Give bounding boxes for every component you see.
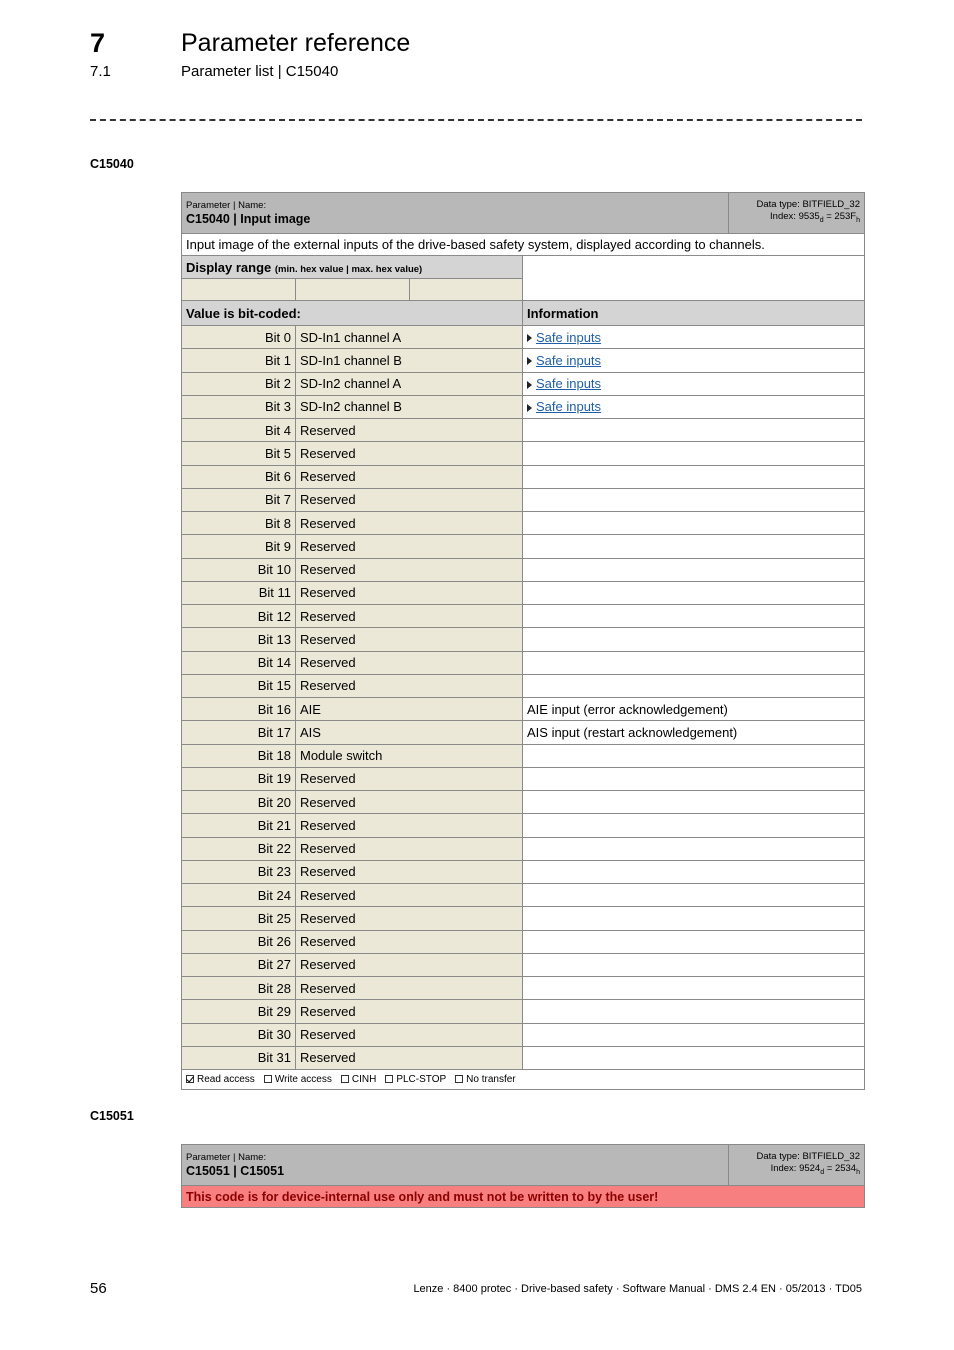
access-flag — [341, 1074, 376, 1085]
bit-info — [523, 512, 865, 535]
bit-name: Reserved — [296, 837, 523, 860]
description: Input image of the external inputs of the drive-based safety system, displayed according to channels. — [182, 234, 865, 256]
safe-inputs-link[interactable]: Safe inputs — [536, 376, 602, 392]
bit-number: Bit 28 — [182, 977, 296, 1000]
table-row — [182, 512, 865, 535]
table-row — [182, 814, 865, 837]
arrow-right-icon — [527, 357, 532, 365]
bit-number: Bit 2 — [182, 372, 296, 395]
checkbox-unchecked-icon — [385, 1075, 393, 1083]
display-range-sep — [296, 279, 410, 301]
table-row — [182, 767, 865, 790]
table-row — [182, 884, 865, 907]
bit-number: Bit 15 — [182, 674, 296, 697]
bit-number: Bit 19 — [182, 767, 296, 790]
bit-name: Reserved — [296, 930, 523, 953]
access-flag-label: Write access — [274, 1074, 332, 1085]
bit-name: Reserved — [296, 977, 523, 1000]
bitcoded-header: Value is bit-coded: — [182, 301, 523, 326]
parameter-name-cell — [182, 193, 729, 234]
parameter-label: Parameter | Name: — [186, 199, 267, 211]
parameter-label: Parameter | Name: — [186, 1151, 267, 1163]
bit-number: Bit 13 — [182, 628, 296, 651]
display-range-max — [410, 279, 523, 301]
footer-text: Lenze · 8400 protec · Drive-based safety · Software Manual · DMS 2.4 EN · 05/2013 · TD05 — [413, 1283, 862, 1295]
bit-number: Bit 21 — [182, 814, 296, 837]
access-flags — [182, 1070, 865, 1090]
bit-number: Bit 31 — [182, 1046, 296, 1069]
bit-info — [523, 372, 865, 395]
data-type-cell — [729, 1145, 865, 1186]
bit-name: Reserved — [296, 512, 523, 535]
display-range-blank — [523, 256, 865, 301]
table-row — [182, 698, 865, 721]
display-range-min — [182, 279, 296, 301]
section-number: 7.1 — [90, 63, 111, 80]
bit-info — [523, 326, 865, 349]
bit-number: Bit 25 — [182, 907, 296, 930]
table-row — [182, 419, 865, 442]
bit-info — [523, 744, 865, 767]
bit-info — [523, 674, 865, 697]
table-row — [182, 326, 865, 349]
checkbox-unchecked-icon — [455, 1075, 463, 1083]
bit-name: Reserved — [296, 1046, 523, 1069]
bit-info — [523, 837, 865, 860]
bit-info — [523, 977, 865, 1000]
bit-name: Reserved — [296, 535, 523, 558]
index-value: Index: $9535_d = 253F_h$ — [770, 211, 860, 224]
bit-number: Bit 17 — [182, 721, 296, 744]
bit-name: Module switch — [296, 744, 523, 767]
bit-info — [523, 535, 865, 558]
parameter-name: C15051 | C15051 — [186, 1163, 285, 1178]
table-row — [182, 395, 865, 418]
index-value: Index: $9524_d = 2534_h$ — [770, 1163, 860, 1176]
information-header: Information — [523, 301, 865, 326]
arrow-right-icon — [527, 404, 532, 412]
table-row — [182, 488, 865, 511]
bit-name: Reserved — [296, 674, 523, 697]
bit-info: AIS input (restart acknowledgement) — [523, 721, 865, 744]
table-row — [182, 372, 865, 395]
bit-info — [523, 488, 865, 511]
table-row — [182, 907, 865, 930]
table-row — [182, 930, 865, 953]
warning-message: This code is for device-internal use only and must not be written to by the user! — [182, 1186, 865, 1208]
bit-name: Reserved — [296, 860, 523, 883]
c15051-table — [181, 1144, 865, 1208]
bit-name: Reserved — [296, 953, 523, 976]
table-row — [182, 558, 865, 581]
bit-name: Reserved — [296, 791, 523, 814]
bit-info — [523, 791, 865, 814]
bit-info — [523, 651, 865, 674]
table-row — [182, 721, 865, 744]
table-row — [182, 605, 865, 628]
safe-inputs-link[interactable]: Safe inputs — [536, 399, 602, 415]
checkbox-unchecked-icon — [341, 1075, 349, 1083]
bit-number: Bit 3 — [182, 395, 296, 418]
bit-info — [523, 558, 865, 581]
bit-number: Bit 24 — [182, 884, 296, 907]
data-type-cell — [729, 193, 865, 234]
display-range-label: Display range — [186, 259, 272, 275]
bit-name: SD-In1 channel A — [296, 326, 523, 349]
bit-info — [523, 349, 865, 372]
bit-name: Reserved — [296, 1000, 523, 1023]
table-row — [182, 1046, 865, 1069]
bit-name: Reserved — [296, 488, 523, 511]
bit-number: Bit 23 — [182, 860, 296, 883]
bit-number: Bit 1 — [182, 349, 296, 372]
table-row — [182, 837, 865, 860]
bit-number: Bit 4 — [182, 419, 296, 442]
bit-info — [523, 628, 865, 651]
safe-inputs-link[interactable]: Safe inputs — [536, 352, 602, 368]
checkbox-unchecked-icon — [264, 1075, 272, 1083]
display-range-header — [182, 256, 523, 279]
bit-name: Reserved — [296, 651, 523, 674]
safe-inputs-link[interactable]: Safe inputs — [536, 329, 602, 345]
bit-name: Reserved — [296, 884, 523, 907]
bit-number: Bit 30 — [182, 1023, 296, 1046]
table-row — [182, 674, 865, 697]
bit-name: AIS — [296, 721, 523, 744]
table-row — [182, 535, 865, 558]
bit-info — [523, 930, 865, 953]
access-flag-label: Read access — [197, 1074, 255, 1085]
dashed-divider — [90, 119, 862, 121]
c15040-table — [181, 192, 865, 1090]
c15040-heading: C15040 — [90, 157, 134, 171]
bit-name: AIE — [296, 698, 523, 721]
bit-name: Reserved — [296, 419, 523, 442]
table-row — [182, 628, 865, 651]
table-row — [182, 442, 865, 465]
table-row — [182, 349, 865, 372]
bit-number: Bit 11 — [182, 581, 296, 604]
table-row — [182, 1023, 865, 1046]
table-row — [182, 651, 865, 674]
bit-name: Reserved — [296, 605, 523, 628]
bit-name: Reserved — [296, 814, 523, 837]
bit-info — [523, 884, 865, 907]
bit-name: Reserved — [296, 907, 523, 930]
access-flag — [455, 1074, 515, 1085]
bit-name: Reserved — [296, 558, 523, 581]
bit-info — [523, 395, 865, 418]
bit-number: Bit 22 — [182, 837, 296, 860]
bit-number: Bit 18 — [182, 744, 296, 767]
bit-number: Bit 16 — [182, 698, 296, 721]
bit-number: Bit 8 — [182, 512, 296, 535]
bit-info — [523, 1023, 865, 1046]
chapter-number: 7 — [90, 28, 106, 58]
bit-info — [523, 767, 865, 790]
chapter-title: Parameter reference — [181, 29, 411, 57]
access-flag — [385, 1074, 446, 1085]
bit-name: Reserved — [296, 767, 523, 790]
arrow-right-icon — [527, 334, 532, 342]
data-type: Data type: BITFIELD_32 — [756, 1151, 860, 1163]
bit-number: Bit 27 — [182, 953, 296, 976]
table-row — [182, 744, 865, 767]
bit-number: Bit 5 — [182, 442, 296, 465]
bit-info — [523, 1000, 865, 1023]
table-row — [182, 581, 865, 604]
table-row — [182, 953, 865, 976]
bit-number: Bit 0 — [182, 326, 296, 349]
page-number: 56 — [90, 1280, 107, 1297]
bit-name: SD-In1 channel B — [296, 349, 523, 372]
bit-name: Reserved — [296, 581, 523, 604]
bit-number: Bit 14 — [182, 651, 296, 674]
parameter-name-cell — [182, 1145, 729, 1186]
access-flag — [264, 1074, 332, 1085]
access-flag-label: CINH — [351, 1074, 377, 1085]
table-row — [182, 860, 865, 883]
bit-info — [523, 581, 865, 604]
parameter-name: C15040 | Input image — [186, 211, 311, 226]
bit-info — [523, 442, 865, 465]
bit-info — [523, 860, 865, 883]
bit-name: Reserved — [296, 1023, 523, 1046]
bit-info — [523, 907, 865, 930]
bit-name: Reserved — [296, 442, 523, 465]
bit-number: Bit 29 — [182, 1000, 296, 1023]
section-title: Parameter list | C15040 — [181, 63, 339, 80]
bit-number: Bit 7 — [182, 488, 296, 511]
arrow-right-icon — [527, 381, 532, 389]
bit-info — [523, 953, 865, 976]
table-row — [182, 1000, 865, 1023]
data-type: Data type: BITFIELD_32 — [756, 199, 860, 211]
bit-number: Bit 9 — [182, 535, 296, 558]
bit-info — [523, 1046, 865, 1069]
access-flag-label: No transfer — [466, 1074, 516, 1085]
c15051-heading: C15051 — [90, 1109, 134, 1123]
bit-name: Reserved — [296, 628, 523, 651]
bit-info — [523, 419, 865, 442]
bit-info — [523, 814, 865, 837]
bit-info: AIE input (error acknowledgement) — [523, 698, 865, 721]
bit-name: SD-In2 channel B — [296, 395, 523, 418]
bit-name: Reserved — [296, 465, 523, 488]
bit-number: Bit 12 — [182, 605, 296, 628]
display-range-note: (min. hex value | max. hex value) — [274, 263, 423, 275]
access-flag — [186, 1074, 255, 1085]
bit-info — [523, 605, 865, 628]
checkbox-checked-icon — [186, 1075, 194, 1083]
table-row — [182, 465, 865, 488]
bit-number: Bit 10 — [182, 558, 296, 581]
table-row — [182, 977, 865, 1000]
bit-name: SD-In2 channel A — [296, 372, 523, 395]
bit-number: Bit 6 — [182, 465, 296, 488]
bit-number: Bit 20 — [182, 791, 296, 814]
bit-info — [523, 465, 865, 488]
bit-number: Bit 26 — [182, 930, 296, 953]
table-row — [182, 791, 865, 814]
access-flag-label: PLC-STOP — [396, 1074, 447, 1085]
